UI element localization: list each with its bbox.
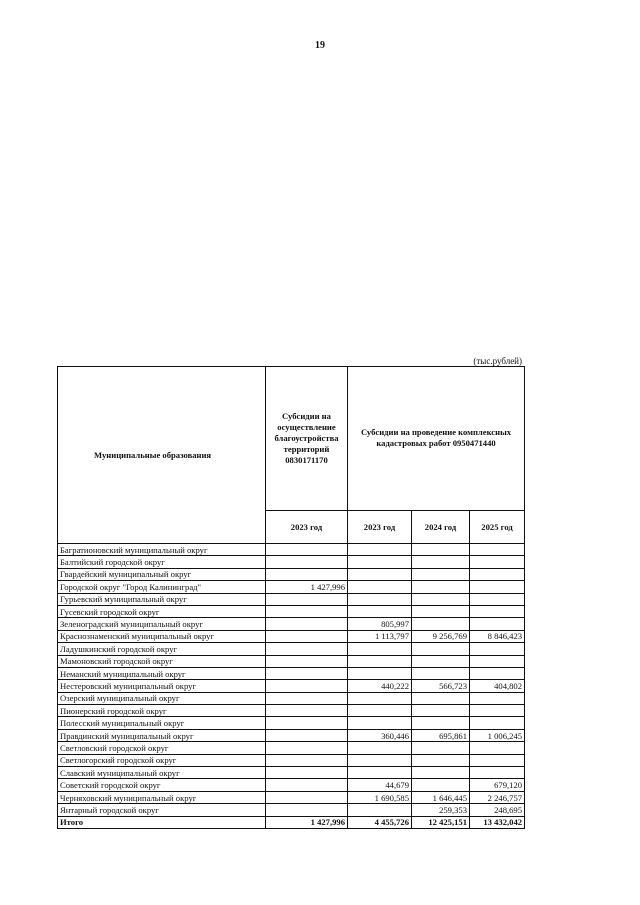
value-cell: [348, 804, 412, 816]
table-row: [58, 680, 525, 692]
total-value: 13 432,042: [470, 816, 525, 828]
value-cell: 679,120: [470, 779, 525, 791]
municipality-name: Зеленоградский муниципальный округ: [58, 618, 266, 630]
value-cell: 1 113,797: [348, 630, 412, 642]
value-cell: [412, 705, 470, 717]
total-value: 12 425,151: [412, 816, 470, 828]
municipality-name: Черняховский муниципальный округ: [58, 791, 266, 803]
value-cell: 8 846,423: [470, 630, 525, 642]
value-cell: [266, 729, 348, 741]
total-value: 4 455,726: [348, 816, 412, 828]
table-row: [58, 643, 525, 655]
value-cell: [348, 605, 412, 617]
value-cell: [470, 705, 525, 717]
value-cell: [348, 754, 412, 766]
municipality-name: Балтийский городской округ: [58, 556, 266, 568]
municipality-name: Гвардейский муниципальный округ: [58, 568, 266, 580]
value-cell: 695,861: [412, 729, 470, 741]
value-cell: [348, 581, 412, 593]
value-cell: [266, 804, 348, 816]
value-cell: [348, 593, 412, 605]
municipality-name: Гурьевский муниципальный округ: [58, 593, 266, 605]
table-row: [58, 544, 525, 556]
municipality-name: Озерский муниципальный округ: [58, 692, 266, 704]
value-cell: [266, 791, 348, 803]
header-subsidy-improvement: Субсидии на осуществление благоустройства территорий 0830171170: [266, 367, 348, 511]
table-row: [58, 655, 525, 667]
page-number: 19: [315, 40, 325, 51]
value-cell: [348, 742, 412, 754]
value-cell: [470, 605, 525, 617]
value-cell: [470, 643, 525, 655]
value-cell: [266, 568, 348, 580]
table-row: [58, 705, 525, 717]
municipality-name: Нестеровский муниципальный округ: [58, 680, 266, 692]
value-cell: [266, 754, 348, 766]
table-row: [58, 717, 525, 729]
municipality-name: Мамоновский городской округ: [58, 655, 266, 667]
table-row: [58, 791, 525, 803]
value-cell: [348, 692, 412, 704]
value-cell: [470, 556, 525, 568]
table-row: [58, 692, 525, 704]
value-cell: [412, 754, 470, 766]
value-cell: [412, 544, 470, 556]
table-row: [58, 754, 525, 766]
value-cell: [412, 767, 470, 779]
value-cell: [348, 705, 412, 717]
value-cell: [348, 655, 412, 667]
table-row: [58, 556, 525, 568]
value-cell: 404,802: [470, 680, 525, 692]
municipality-name: Гусевский городской округ: [58, 605, 266, 617]
value-cell: [412, 742, 470, 754]
value-cell: [266, 779, 348, 791]
municipality-name: Багратионовский муниципальный округ: [58, 544, 266, 556]
value-cell: [266, 717, 348, 729]
value-cell: 1 006,245: [470, 729, 525, 741]
value-cell: 2 246,757: [470, 791, 525, 803]
table-row: [58, 742, 525, 754]
total-label: Итого: [58, 816, 266, 828]
value-cell: [348, 544, 412, 556]
value-cell: [266, 544, 348, 556]
value-cell: [412, 618, 470, 630]
value-cell: [348, 767, 412, 779]
municipality-name: Славский муниципальный округ: [58, 767, 266, 779]
value-cell: 440,222: [348, 680, 412, 692]
value-cell: [470, 655, 525, 667]
total-value: 1 427,996: [266, 816, 348, 828]
table-row: [58, 667, 525, 679]
value-cell: [470, 544, 525, 556]
municipality-name: Правдинский муниципальный округ: [58, 729, 266, 741]
value-cell: [348, 667, 412, 679]
value-cell: [470, 667, 525, 679]
value-cell: 1 690,585: [348, 791, 412, 803]
municipality-name: Светловский городской округ: [58, 742, 266, 754]
value-cell: [412, 655, 470, 667]
value-cell: [266, 767, 348, 779]
value-cell: [412, 568, 470, 580]
municipality-name: Пионерский городской округ: [58, 705, 266, 717]
value-cell: 566,723: [412, 680, 470, 692]
municipality-name: Полесский муниципальный округ: [58, 717, 266, 729]
value-cell: [266, 667, 348, 679]
table-row: [58, 581, 525, 593]
value-cell: [470, 717, 525, 729]
value-cell: [266, 655, 348, 667]
value-cell: [266, 643, 348, 655]
value-cell: [348, 717, 412, 729]
value-cell: [266, 556, 348, 568]
table-row: [58, 593, 525, 605]
value-cell: [412, 779, 470, 791]
header-subsidy-cadastral: Субсидии на проведение комплексных кадастровых работ 0950471440: [348, 367, 525, 511]
value-cell: [348, 568, 412, 580]
municipality-name: Краснознаменский муниципальный округ: [58, 630, 266, 642]
value-cell: [348, 556, 412, 568]
municipality-name: Ладушкинский городской округ: [58, 643, 266, 655]
value-cell: [412, 581, 470, 593]
value-cell: [266, 692, 348, 704]
value-cell: [266, 618, 348, 630]
value-cell: 1 427,996: [266, 581, 348, 593]
value-cell: [266, 593, 348, 605]
table-row: [58, 630, 525, 642]
value-cell: [266, 705, 348, 717]
value-cell: [412, 556, 470, 568]
value-cell: [470, 754, 525, 766]
value-cell: 360,446: [348, 729, 412, 741]
value-cell: [266, 630, 348, 642]
value-cell: 805,997: [348, 618, 412, 630]
value-cell: 44,679: [348, 779, 412, 791]
value-cell: 9 256,769: [412, 630, 470, 642]
value-cell: [470, 581, 525, 593]
units-label: (тыс.рублей): [473, 356, 522, 366]
value-cell: 259,353: [412, 804, 470, 816]
table-row: [58, 804, 525, 816]
value-cell: [470, 692, 525, 704]
table-row: [58, 767, 525, 779]
value-cell: [412, 667, 470, 679]
value-cell: [470, 742, 525, 754]
subsidies-table: [57, 366, 525, 829]
table-row: [58, 729, 525, 741]
municipality-name: Советский городской округ: [58, 779, 266, 791]
header-year: 2023 год: [266, 510, 348, 543]
total-row: [58, 816, 525, 828]
value-cell: [266, 605, 348, 617]
value-cell: [470, 593, 525, 605]
header-year: 2023 год: [348, 510, 412, 543]
value-cell: [412, 692, 470, 704]
value-cell: [470, 568, 525, 580]
value-cell: [412, 643, 470, 655]
value-cell: 248,695: [470, 804, 525, 816]
table-row: [58, 568, 525, 580]
value-cell: 1 646,445: [412, 791, 470, 803]
header-year: 2025 год: [470, 510, 525, 543]
municipality-name: Городской округ "Город Калининград": [58, 581, 266, 593]
value-cell: [266, 742, 348, 754]
value-cell: [470, 618, 525, 630]
table-row: [58, 605, 525, 617]
value-cell: [412, 717, 470, 729]
municipality-name: Светлогорский городской округ: [58, 754, 266, 766]
table-row: [58, 618, 525, 630]
value-cell: [348, 643, 412, 655]
value-cell: [266, 680, 348, 692]
value-cell: [412, 605, 470, 617]
municipality-name: Янтарный городской округ: [58, 804, 266, 816]
header-year: 2024 год: [412, 510, 470, 543]
municipality-name: Неманский муниципальный округ: [58, 667, 266, 679]
value-cell: [470, 767, 525, 779]
value-cell: [412, 593, 470, 605]
header-municipalities: Муниципальные образования: [58, 367, 266, 544]
table-row: [58, 779, 525, 791]
